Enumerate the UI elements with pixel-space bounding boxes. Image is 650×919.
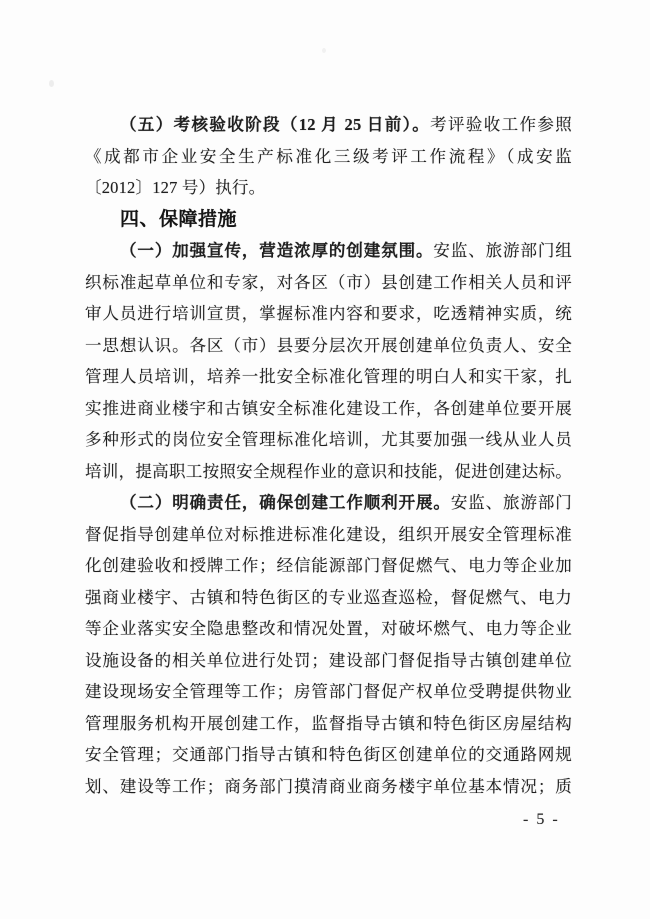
text-line: 实推进商业楼宇和古镇安全标准化建设工作，各创建单位要开展 xyxy=(85,398,572,418)
text-line: （一）加强宣传，营造浓厚的创建氛围。安监、旅游部门组 xyxy=(120,241,572,260)
text-line: 〔2012〕127 号）执行。 xyxy=(85,178,266,197)
paragraph-lead: （五）考核验收阶段（12 月 25 日前）。 xyxy=(120,115,431,134)
paragraph-lead: （一）加强宣传，营造浓厚的创建氛围。 xyxy=(120,241,434,260)
text-line: 等企业落实安全隐患整改和情况处置，对破坏燃气、电力等企业 xyxy=(85,619,572,638)
text-line: 管理服务机构开展创建工作，监督指导古镇和特色街区房屋结构 xyxy=(85,713,572,733)
text-line: 一思想认识。各区（市）县要分层次开展创建单位负责人、安全 xyxy=(85,335,572,355)
text-line: （五）考核验收阶段（12 月 25 日前）。考评验收工作参照 xyxy=(120,115,572,134)
text-line: 安全管理；交通部门指导古镇和特色街区创建单位的交通路网规 xyxy=(85,745,572,764)
page-number: - 5 - xyxy=(523,811,560,828)
paragraph-lead: （二）明确责任，确保创建工作顺利开展。 xyxy=(120,493,451,512)
text-line: 建设现场安全管理等工作；房管部门督促产权单位受聘提供物业 xyxy=(85,682,572,701)
text-line: 培训，提高职工按照安全规程作业的意识和技能，促进创建达标。 xyxy=(85,461,572,481)
text-line: 强商业楼宇、古镇和特色街区的专业巡查巡检，督促燃气、电力 xyxy=(85,587,572,607)
text-line: （二）明确责任，确保创建工作顺利开展。安监、旅游部门 xyxy=(120,493,572,512)
text-line: 划、建设等工作；商务部门摸清商业商务楼宇单位基本情况；质 xyxy=(85,776,572,796)
text-line: 督促指导创建单位对标推进标准化建设，组织开展安全管理标准 xyxy=(85,524,572,544)
document-body xyxy=(85,109,572,802)
text-line: 化创建验收和授牌工作；经信能源部门督促燃气、电力等企业加 xyxy=(85,556,572,575)
text-line: 审人员进行培训宣贯，掌握标准内容和要求，吃透精神实质，统 xyxy=(85,304,572,323)
text-line: 管理人员培训，培养一批安全标准化管理的明白人和实干家，扎 xyxy=(85,367,572,386)
text-line: 织标准起草单位和专家，对各区（市）县创建工作相关人员和评 xyxy=(85,272,572,292)
text-line: 多种形式的岗位安全管理标准化培训，尤其要加强一线从业人员 xyxy=(85,430,572,449)
section-heading: 四、保障措施 xyxy=(120,208,238,230)
text-line: 《成都市企业安全生产标准化三级考评工作流程》（成安监 xyxy=(85,146,572,166)
text-line: 设施设备的相关单位进行处罚；建设部门督促指导古镇创建单位 xyxy=(85,650,572,670)
